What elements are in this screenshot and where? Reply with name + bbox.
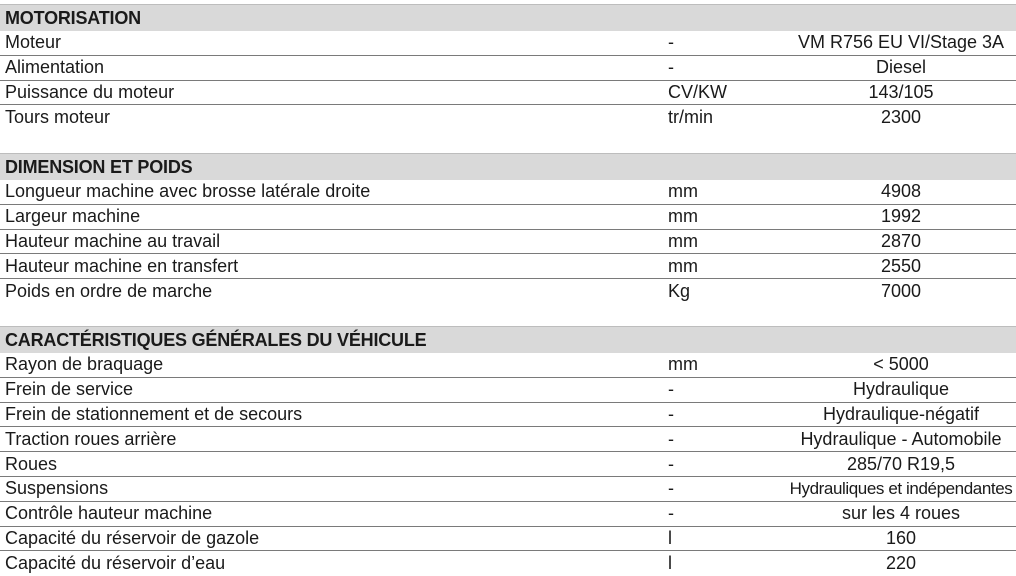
section-title: MOTORISATION [0,4,1016,31]
row-label: Capacité du réservoir d’eau [5,553,226,574]
row-unit: l [668,527,672,548]
row-label: Capacité du réservoir de gazole [5,527,260,548]
row-label: Contrôle hauteur machine [5,503,213,524]
row-value: 143/105 [868,81,934,102]
table-row [0,205,1016,230]
table-row [0,56,1016,81]
row-unit: mm [668,354,698,375]
row-unit: - [668,379,674,400]
row-unit: mm [668,255,698,276]
table-row [0,279,1016,304]
row-value: 2300 [880,107,922,128]
table-row [0,254,1016,279]
table-row [0,452,1016,477]
table-row [0,31,1016,56]
row-unit: - [668,32,674,53]
table-row [0,378,1016,403]
row-value: < 5000 [873,354,929,375]
row-value: 1992 [880,206,922,227]
table-row [0,353,1016,378]
table-row [0,477,1016,502]
row-unit: - [668,403,674,424]
row-label: Frein de service [5,379,134,400]
row-label: Moteur [5,32,62,53]
row-label: Puissance du moteur [5,81,175,102]
table-row [0,230,1016,255]
row-label: Suspensions [5,478,109,499]
table-row [0,527,1016,552]
section-caracteristiques [0,326,1016,576]
row-value: 285/70 R19,5 [846,453,956,474]
row-value: VM R756 EU VI/Stage 3A [797,32,1005,53]
table-row [0,502,1016,527]
row-label: Hauteur machine au travail [5,230,221,251]
row-value: Diesel [875,57,927,78]
row-unit: - [668,428,674,449]
row-value: 7000 [880,281,922,302]
row-value: Hydraulique [852,379,950,400]
section-motorisation [0,4,1016,130]
row-unit: mm [668,230,698,251]
row-unit: - [668,503,674,524]
row-unit: l [668,553,672,574]
row-unit: - [668,453,674,474]
table-row [0,403,1016,428]
row-label: Alimentation [5,57,105,78]
row-label: Poids en ordre de marche [5,281,213,302]
row-label: Frein de stationnement et de secours [5,403,303,424]
row-label: Tours moteur [5,107,111,128]
table-row [0,81,1016,106]
table-row [0,180,1016,205]
row-value: 4908 [880,181,922,202]
row-label: Largeur machine [5,206,141,227]
row-unit: mm [668,181,698,202]
row-unit: Kg [668,281,691,302]
row-value: sur les 4 roues [841,503,961,524]
row-value: 2550 [880,255,922,276]
row-label: Roues [5,453,58,474]
row-label: Rayon de braquage [5,354,164,375]
section-title: DIMENSION ET POIDS [0,153,1016,180]
row-value: Hydrauliques et indépendantes [789,478,1013,498]
row-label: Traction roues arrière [5,428,177,449]
row-value: Hydraulique-négatif [822,403,980,424]
row-value: 220 [885,553,917,574]
section-title: CARACTÉRISTIQUES GÉNÉRALES DU VÉHICULE [0,326,1016,353]
row-unit: CV/KW [668,81,728,102]
row-label: Longueur machine avec brosse latérale droite [5,181,371,202]
row-value: Hydraulique - Automobile [800,428,1002,449]
section-dimension-poids [0,153,1016,304]
row-unit: - [668,57,674,78]
row-value: 2870 [880,230,922,251]
row-unit: mm [668,206,698,227]
row-unit: - [668,478,674,499]
table-row [0,427,1016,452]
row-unit: tr/min [668,107,713,128]
table-row [0,551,1016,576]
table-row [0,105,1016,130]
row-value: 160 [885,527,917,548]
row-label: Hauteur machine en transfert [5,255,239,276]
